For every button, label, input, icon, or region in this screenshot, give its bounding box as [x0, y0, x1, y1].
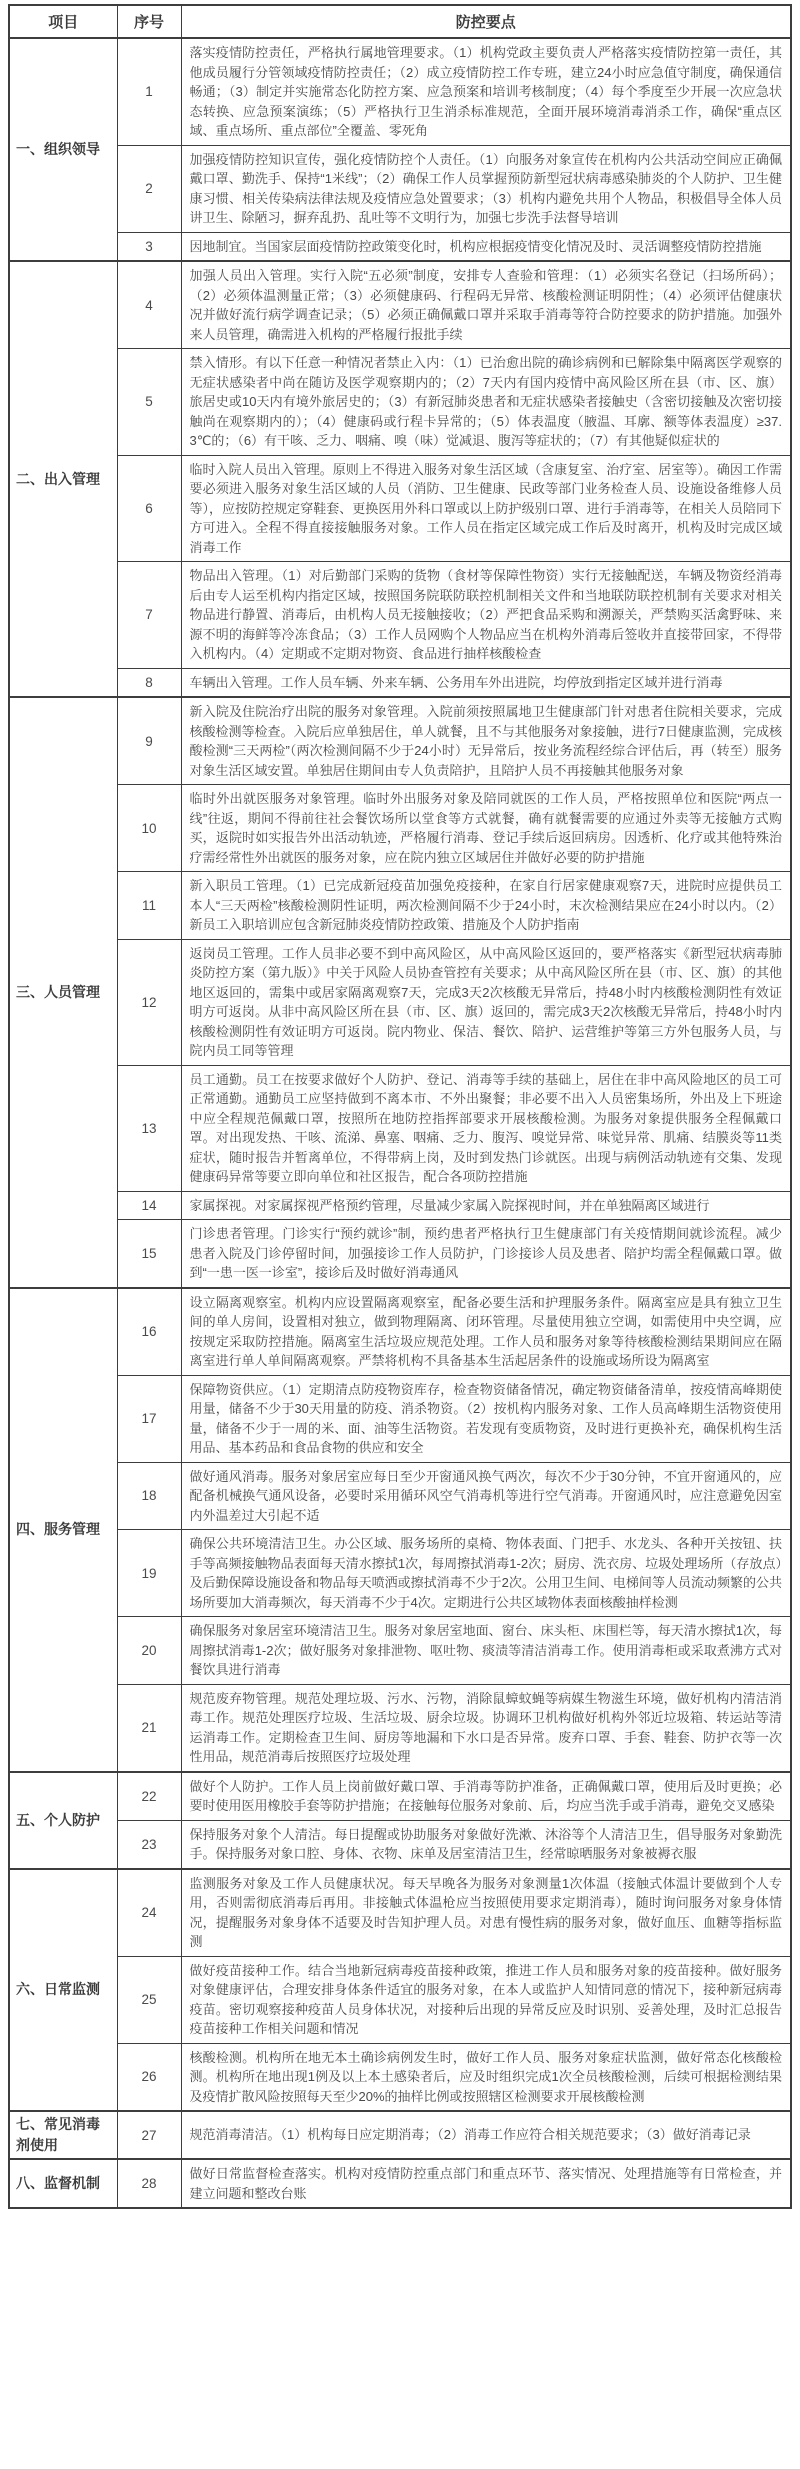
row-content-cell: 加强人员出入管理。实行入院“五必须”制度，安排专人查验和管理：（1）必须实名登记（扫场所码）；（2）必须体温测量正常；（3）必须健康码、行程码无异常、核酸检测证明阴性；（4）必须评估健康状况并做好流行病学调查记录；（5）必须正确佩戴口罩并采取手消毒等符合防控要求的防护措施。加强外来人员管理，确需进入机构的严格履行报批手续: [181, 261, 791, 349]
section-label-cell: 七、常见消毒剂使用: [9, 2111, 117, 2159]
table-row: [9, 1065, 791, 1191]
table-row: [9, 1772, 791, 1821]
table-row: [9, 1530, 791, 1617]
row-number-cell: 15: [117, 1220, 181, 1288]
table-row: [9, 1956, 791, 2043]
table-row: [9, 261, 791, 349]
table-row: [9, 2159, 791, 2208]
row-number-cell: 12: [117, 939, 181, 1065]
table-row: [9, 562, 791, 669]
row-content-cell: 做好疫苗接种工作。结合当地新冠病毒疫苗接种政策，推进工作人员和服务对象的疫苗接种。做好服务对象健康评估，合理安排身体条件适宜的服务对象，在本人或监护人知情同意的情况下，接种新冠病毒疫苗。密切观察接种疫苗人员身体状况，对接种后出现的异常反应及时识别、妥善处理，及时汇总报告疫苗接种工作相关问题和情况: [181, 1956, 791, 2043]
column-header-project: 项目: [9, 5, 117, 38]
section-label-cell: 八、监督机制: [9, 2159, 117, 2208]
table-row: [9, 145, 791, 232]
row-number-cell: 22: [117, 1772, 181, 1821]
row-number-cell: 10: [117, 785, 181, 872]
row-content-cell: 核酸检测。机构所在地无本土确诊病例发生时，做好工作人员、服务对象症状监测，做好常态化核酸检测。机构所在地出现1例及以上本土感染者后，应及时组织完成1次全员核酸检测，后续可根据检测结果及疫情扩散风险按照每天至少20%的抽样比例或按照辖区检测要求开展核酸检测: [181, 2043, 791, 2111]
table-row: [9, 1820, 791, 1869]
row-number-cell: 3: [117, 232, 181, 261]
table-row: [9, 232, 791, 261]
row-number-cell: 8: [117, 668, 181, 697]
row-number-cell: 16: [117, 1288, 181, 1376]
header-row: [9, 5, 791, 38]
row-number-cell: 20: [117, 1617, 181, 1685]
row-number-cell: 2: [117, 145, 181, 232]
table-row: [9, 2111, 791, 2159]
table-row: [9, 1869, 791, 1957]
row-number-cell: 18: [117, 1462, 181, 1530]
table-body: [9, 38, 791, 2208]
row-number-cell: 7: [117, 562, 181, 669]
row-number-cell: 28: [117, 2159, 181, 2208]
row-number-cell: 14: [117, 1191, 181, 1220]
row-content-cell: 加强疫情防控知识宣传，强化疫情防控个人责任。（1）向服务对象宣传在机构内公共活动空间应正确佩戴口罩、勤洗手、保持“1米线”；（2）确保工作人员掌握预防新型冠状病毒感染肺炎的个人防护、卫生健康习惯、相关传染病法律法规及疫情应急处置要求；（3）机构内避免共用个人物品，积极倡导全体人员讲卫生、除陋习，摒弃乱扔、乱吐等不文明行为，加强七步洗手法督导培训: [181, 145, 791, 232]
row-content-cell: 新入院及住院治疗出院的服务对象管理。入院前须按照属地卫生健康部门针对患者住院相关要求，完成核酸检测等检查。入院后应单独居住，单人就餐，且不与其他服务对象接触，进行7日健康监测，完成核酸检测“三天两检”（两次检测间隔不少于24小时）无异常后，按业务流程经综合评估后，再（转至）服务对象生活区域安置。单独居住期间由专人负责陪护，且陪护人员不再接触其他服务对象: [181, 697, 791, 785]
row-content-cell: 保持服务对象个人清洁。每日提醒或协助服务对象做好洗漱、沐浴等个人清洁卫生，倡导服务对象勤洗手。保持服务对象口腔、身体、衣物、床单及居室清洁卫生，经常晾晒服务对象被褥衣服: [181, 1820, 791, 1869]
table-row: [9, 1288, 791, 1376]
row-content-cell: 物品出入管理。（1）对后勤部门采购的货物（食材等保障性物资）实行无接触配送，车辆及物资经消毒后由专人运至机构内指定区域，按照国务院联防联控机制相关文件和当地联防联控机制有关要求对相关物品进行静置、消毒后，由机构人员无接触接收；（2）严把食品采购和溯源关，严禁购买活禽野味、来源不明的海鲜等冷冻食品；（3）工作人员网购个人物品应当在机构外消毒后签收并直接带回家，不得带入机构内。（4）定期或不定期对物资、食品进行抽样核酸检查: [181, 562, 791, 669]
section-label-cell: 二、出入管理: [9, 261, 117, 697]
row-content-cell: 返岗员工管理。工作人员非必要不到中高风险区，从中高风险区返回的，要严格落实《新型冠状病毒肺炎防控方案（第九版）》中关于风险人员协查管控有关要求；从中高风险区所在县（市、区、旗）的其他地区返回的，需集中或居家隔离观察7天，完成3天2次核酸无异常后，持48小时内核酸检测阴性有效证明方可返岗。从非中高风险区所在县（市、区、旗）返回的，需完成3天2次核酸无异常后，持48小时内核酸检测阴性有效证明方可返岗。院内物业、保洁、餐饮、陪护、运营维护等第三方外包服务人员，与院内员工同等管理: [181, 939, 791, 1065]
row-content-cell: 临时外出就医服务对象管理。临时外出服务对象及陪同就医的工作人员，严格按照单位和医院“两点一线”往返，期间不得前往社会餐饮场所以堂食等方式就餐，确有就餐需要的应通过外卖等无接触方式购买，返院时如实报告外出活动轨迹，严格履行消毒、登记手续后返回病房。因透析、化疗或其他特殊治疗需经常性外出就医的服务对象，应在院内独立区域居住并做好必要的防护措施: [181, 785, 791, 872]
row-number-cell: 9: [117, 697, 181, 785]
table-row: [9, 1220, 791, 1288]
prevention-table: [8, 4, 792, 2209]
table-row: [9, 697, 791, 785]
row-content-cell: 保障物资供应。（1）定期清点防疫物资库存，检查物资储备情况，确定物资储备清单，按疫情高峰期使用量，储备不少于30天用量的防疫、消杀物资。（2）按机构内服务对象、工作人员高峰期生活物资使用量，储备不少于一周的米、面、油等生活物资。若发现有变质物资，及时进行更换补充，确保机构生活用品、基本药品和食品食物的供应和安全: [181, 1375, 791, 1462]
table-row: [9, 668, 791, 697]
table-row: [9, 785, 791, 872]
row-content-cell: 落实疫情防控责任，严格执行属地管理要求。（1）机构党政主要负责人严格落实疫情防控第一责任，其他成员履行分管领域疫情防控责任；（2）成立疫情防控工作专班，建立24小时应急值守制度，确保通信畅通；（3）制定并实施常态化防控方案、应急预案和培训考核制度；（4）每个季度至少开展一次应急状态转换、应急预案演练；（5）严格执行卫生消杀标准规范，全面开展环境消毒消杀工作，确保“重点区域、重点场所、重点部位”全覆盖、零死角: [181, 38, 791, 145]
row-number-cell: 23: [117, 1820, 181, 1869]
row-content-cell: 监测服务对象及工作人员健康状况。每天早晚各为服务对象测量1次体温（接触式体温计要做到个人专用，否则需彻底消毒后再用。非接触式体温枪应当按照使用要求定期消毒），随时询问服务对象身体情况，提醒服务对象身体不适要及时告知护理人员。对患有慢性病的服务对象，做好血压、血糖等指标监测: [181, 1869, 791, 1957]
table-row: [9, 38, 791, 145]
row-number-cell: 25: [117, 1956, 181, 2043]
row-content-cell: 做好个人防护。工作人员上岗前做好戴口罩、手消毒等防护准备，正确佩戴口罩，使用后及时更换；必要时使用医用橡胶手套等防护措施；在接触每位服务对象前、后，均应当洗手或手消毒，避免交叉感染: [181, 1772, 791, 1821]
row-number-cell: 21: [117, 1684, 181, 1772]
section-label-cell: 六、日常监测: [9, 1869, 117, 2112]
table-row: [9, 939, 791, 1065]
table-row: [9, 2043, 791, 2111]
column-header-number: 序号: [117, 5, 181, 38]
row-content-cell: 规范消毒清洁。（1）机构每日应定期消毒；（2）消毒工作应符合相关规范要求；（3）做好消毒记录: [181, 2111, 791, 2159]
row-content-cell: 做好通风消毒。服务对象居室应每日至少开窗通风换气两次，每次不少于30分钟，不宜开窗通风的，应配备机械换气通风设备，必要时采用循环风空气消毒机等进行空气消毒。开窗通风时，应注意避免因室内外温差过大引起不适: [181, 1462, 791, 1530]
row-content-cell: 门诊患者管理。门诊实行“预约就诊”制，预约患者严格执行卫生健康部门有关疫情期间就诊流程。减少患者入院及门诊停留时间，加强接诊工作人员防护，门诊接诊人员及患者、陪护均需全程佩戴口罩。做到“一患一医一诊室”，接诊后及时做好消毒通风: [181, 1220, 791, 1288]
row-content-cell: 确保服务对象居室环境清洁卫生。服务对象居室地面、窗台、床头柜、床围栏等，每天清水擦拭1次，每周擦拭消毒1-2次；做好服务对象排泄物、呕吐物、痰渍等清洁消毒工作。使用消毒柜或采取煮沸方式对餐饮具进行消毒: [181, 1617, 791, 1685]
table-row: [9, 1617, 791, 1685]
table-row: [9, 872, 791, 940]
row-number-cell: 26: [117, 2043, 181, 2111]
row-content-cell: 因地制宜。当国家层面疫情防控政策变化时，机构应根据疫情变化情况及时、灵活调整疫情防控措施: [181, 232, 791, 261]
row-number-cell: 24: [117, 1869, 181, 1957]
column-header-points: 防控要点: [181, 5, 791, 38]
table-row: [9, 349, 791, 456]
table-row: [9, 1462, 791, 1530]
row-content-cell: 做好日常监督检查落实。机构对疫情防控重点部门和重点环节、落实情况、处理措施等有日常检查，并建立问题和整改台账: [181, 2159, 791, 2208]
row-number-cell: 17: [117, 1375, 181, 1462]
row-number-cell: 13: [117, 1065, 181, 1191]
row-content-cell: 设立隔离观察室。机构内应设置隔离观察室，配备必要生活和护理服务条件。隔离室应是具有独立卫生间的单人房间，设置相对独立，做到物理隔离、闭环管理。尽量使用独立空调，如需使用中央空调，应按规定采取防控措施。隔离室生活垃圾应规范处理。工作人员和服务对象等待核酸检测结果期间应在隔离室进行单人单间隔离观察。严禁将机构不具备基本生活起居条件的设施或场所设为隔离室: [181, 1288, 791, 1376]
row-content-cell: 规范废弃物管理。规范处理垃圾、污水、污物，消除鼠蟑蚊蝇等病媒生物滋生环境，做好机构内清洁消毒工作。规范处理医疗垃圾、生活垃圾、厨余垃圾。协调环卫机构做好机构外邻近垃圾箱、转运站等清运消毒工作。定期检查卫生间、厨房等地漏和下水口是否异常。废弃口罩、手套、鞋套、防护衣等一次性用品，规范消毒后按照医疗垃圾处理: [181, 1684, 791, 1772]
row-content-cell: 家属探视。对家属探视严格预约管理，尽量减少家属入院探视时间，并在单独隔离区域进行: [181, 1191, 791, 1220]
row-number-cell: 4: [117, 261, 181, 349]
row-content-cell: 员工通勤。员工在按要求做好个人防护、登记、消毒等手续的基础上，居住在非中高风险地区的员工可正常通勤。通勤员工应坚持做到不离本市、不外出聚餐；非必要不出入人员密集场所，外出及上下班途中应全程规范佩戴口罩，按照所在地防控指挥部要求开展核酸检测。为服务对象提供服务全程佩戴口罩。对出现发热、干咳、流涕、鼻塞、咽痛、乏力、腹泻、嗅觉异常、味觉异常、肌痛、结膜炎等11类症状，随时报告并暂离单位，不得带病上岗，及时到发热门诊就医。出现与病例活动轨迹有交集、发现健康码异常等要立即向单位和社区报告，配合各项防控措施: [181, 1065, 791, 1191]
section-label-cell: 一、组织领导: [9, 38, 117, 261]
row-number-cell: 27: [117, 2111, 181, 2159]
table-row: [9, 1684, 791, 1772]
row-number-cell: 5: [117, 349, 181, 456]
section-label-cell: 五、个人防护: [9, 1772, 117, 1869]
table-row: [9, 1375, 791, 1462]
row-content-cell: 禁入情形。有以下任意一种情况者禁止入内：（1）已治愈出院的确诊病例和已解除集中隔离医学观察的无症状感染者中尚在随访及医学观察期内的；（2）7天内有国内疫情中高风险区所在县（市、区、旗）旅居史或10天内有境外旅居史的；（3）有新冠肺炎患者和无症状感染者接触史（含密切接触及次密切接触尚在观察期内的）；（4）健康码或行程卡异常的；（5）体表温度（腋温、耳廓、额等体表温度）≥37.3℃的；（6）有干咳、乏力、咽痛、嗅（味）觉减退、腹泻等症状的；（7）有其他疑似症状的: [181, 349, 791, 456]
row-number-cell: 6: [117, 455, 181, 562]
table-row: [9, 1191, 791, 1220]
row-content-cell: 确保公共环境清洁卫生。办公区域、服务场所的桌椅、物体表面、门把手、水龙头、各种开关按钮、扶手等高频接触物品表面每天清水擦拭1次，每周擦拭消毒1-2次；厨房、洗衣房、垃圾处理场所（存放点）及后勤保障设施设备和物品每天喷洒或擦拭消毒不少于2次。公用卫生间、电梯间等人员流动频繁的公共场所要加大消毒频次，每天消毒不少于4次。定期进行公共区域物体表面核酸抽样检测: [181, 1530, 791, 1617]
table-row: [9, 455, 791, 562]
section-label-cell: 三、人员管理: [9, 697, 117, 1288]
row-number-cell: 11: [117, 872, 181, 940]
row-content-cell: 车辆出入管理。工作人员车辆、外来车辆、公务用车外出进院，均停放到指定区域并进行消毒: [181, 668, 791, 697]
row-content-cell: 临时入院人员出入管理。原则上不得进入服务对象生活区域（含康复室、治疗室、居室等）。确因工作需要必须进入服务对象生活区域的人员（消防、卫生健康、民政等部门业务检查人员、设施设备维修人员等），应按防控规定穿鞋套、更换医用外科口罩或以上防护级别口罩、进行手消毒等，在相关人员陪同下方可进入。全程不得直接接触服务对象。工作人员在指定区域完成工作后及时离开，机构及时完成区域消毒工作: [181, 455, 791, 562]
row-content-cell: 新入职员工管理。（1）已完成新冠疫苗加强免疫接种，在家自行居家健康观察7天，进院时应提供员工本人“三天两检”核酸检测阴性证明，两次检测间隔不少于24小时，末次检测结果应在24小时以内。（2）新员工入职培训应包含新冠肺炎疫情防控政策、措施及个人防护指南: [181, 872, 791, 940]
row-number-cell: 19: [117, 1530, 181, 1617]
row-number-cell: 1: [117, 38, 181, 145]
section-label-cell: 四、服务管理: [9, 1288, 117, 1772]
